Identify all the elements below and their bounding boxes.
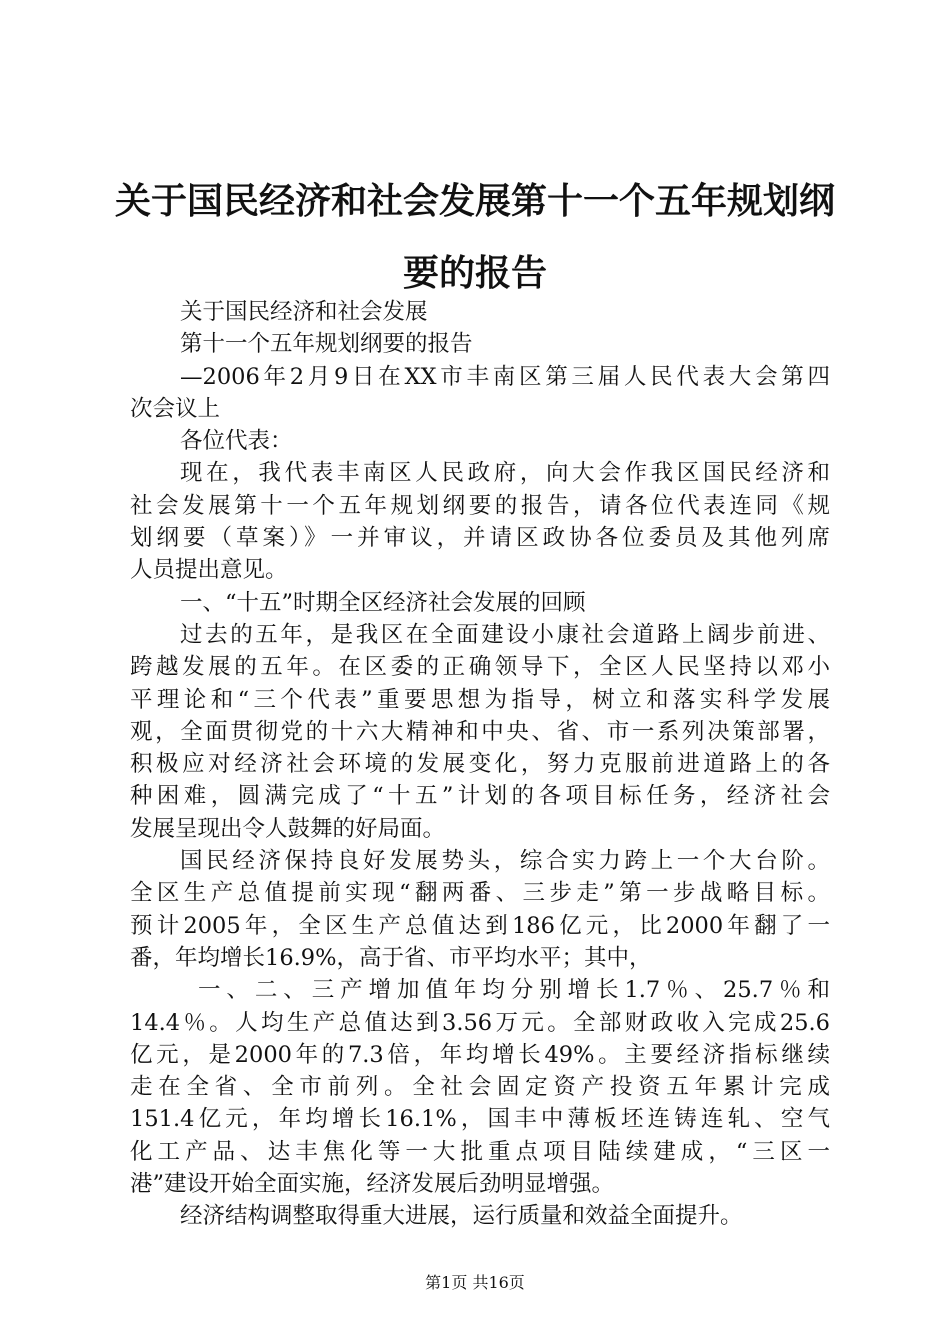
paragraph-line: 番，年均增长16.9%，高于省、市平均水平；其中， — [130, 944, 652, 971]
paragraph-line: 平理论和“三个代表”重要思想为指导，树立和落实科学发展 — [130, 686, 830, 713]
paragraph-line: 人员提出意见。 — [130, 557, 288, 584]
section-heading: 一、“十五”时期全区经济社会发展的回顾 — [180, 589, 586, 616]
paragraph-line: 发展呈现出令人鼓舞的好局面。 — [130, 815, 446, 842]
paragraph-line: 一、二、三产增加值年均分别增长1.7％、25.7％和 — [198, 977, 830, 1004]
paragraph-line: 全区生产总值提前实现“翻两番、三步走”第一步战略目标。 — [130, 880, 830, 907]
paragraph-line: 走在全省、全市前列。全社会固定资产投资五年累计完成 — [130, 1074, 830, 1101]
paragraph-line: 现在，我代表丰南区人民政府，向大会作我区国民经济和 — [180, 460, 830, 487]
salutation: 各位代表： — [180, 428, 293, 455]
paragraph-line: 种困难，圆满完成了“十五”计划的各项目标任务，经济社会 — [130, 783, 830, 810]
date-line: —2006年2月9日在XX市丰南区第三届人民代表大会第四 — [180, 363, 830, 390]
page-footer: 第1页 共16页 — [425, 1273, 525, 1292]
subtitle-line: 第十一个五年规划纲要的报告 — [180, 331, 473, 358]
title-line-1: 关于国民经济和社会发展第十一个五年规划纲 — [114, 181, 835, 222]
paragraph-line: 亿元，是2000年的7.3倍，年均增长49%。主要经济指标继续 — [130, 1041, 830, 1068]
paragraph-line: 预计2005年，全区生产总值达到186亿元，比2000年翻了一 — [130, 912, 830, 939]
paragraph-line: 过去的五年，是我区在全面建设小康社会道路上阔步前进、 — [180, 621, 830, 648]
paragraph-line: 港”建设开始全面实施，经济发展后劲明显增强。 — [130, 1171, 615, 1198]
paragraph-line: 积极应对经济社会环境的发展变化，努力克服前进道路上的各 — [130, 751, 830, 778]
date-line: 次会议上 — [130, 395, 221, 422]
paragraph-line: 14.4％。人均生产总值达到3.56万元。全部财政收入完成25.6 — [130, 1009, 830, 1036]
title-line-2: 要的报告 — [402, 253, 547, 294]
paragraph-line: 观，全面贯彻党的十六大精神和中央、省、市一系列决策部署， — [130, 718, 830, 745]
paragraph-line: 划纲要（草案）》一并审议，并请区政协各位委员及其他列席 — [130, 525, 830, 552]
paragraph-line: 经济结构调整取得重大进展，运行质量和效益全面提升。 — [180, 1203, 743, 1230]
paragraph-line: 跨越发展的五年。在区委的正确领导下，全区人民坚持以邓小 — [130, 654, 830, 681]
paragraph-line: 化工产品、达丰焦化等一大批重点项目陆续建成，“三区一 — [130, 1138, 830, 1165]
subtitle-line: 关于国民经济和社会发展 — [180, 299, 428, 325]
paragraph-line: 151.4亿元，年均增长16.1%，国丰中薄板坯连铸连轧、空气 — [130, 1106, 830, 1133]
paragraph-line: 国民经济保持良好发展势头，综合实力跨上一个大台阶。 — [180, 848, 830, 875]
document-title — [110, 166, 840, 310]
document-body — [130, 296, 830, 1233]
paragraph-line: 社会发展第十一个五年规划纲要的报告，请各位代表连同《规 — [130, 492, 830, 519]
